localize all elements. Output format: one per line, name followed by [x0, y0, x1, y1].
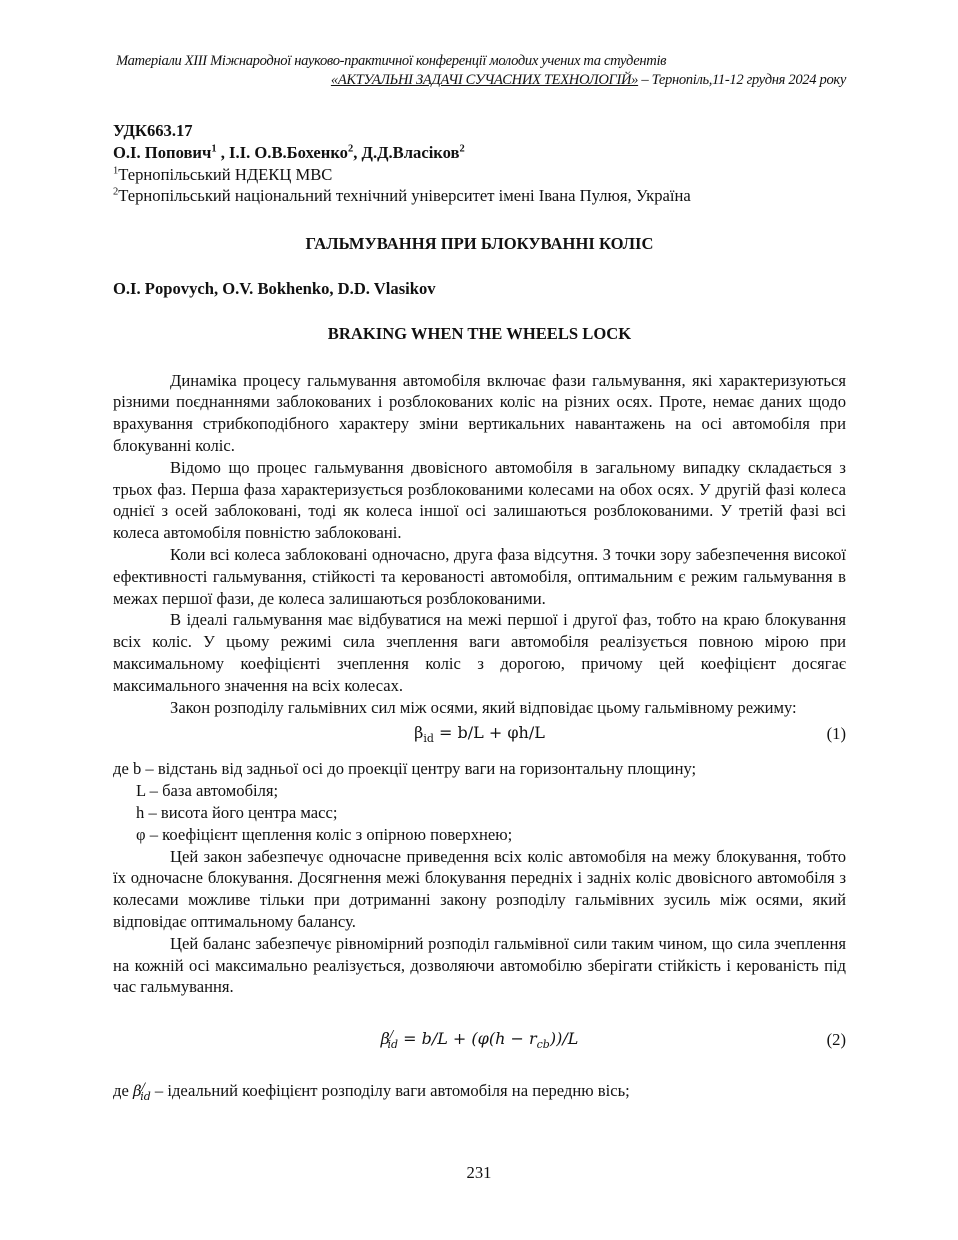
author-3: , Д.Д.Власіков	[353, 142, 460, 162]
paragraph-5: Закон розподілу гальмівних сил між осями, який відповідає цьому гальмівному режиму:	[170, 697, 797, 717]
paragraph-3: Коли всі колеса заблоковані одночасно, друга фаза відсутня. З точки зору забезпечення високої ефективності гальмування, стійкості та керованості автомобіля, оптимальним є режим гальмування в межах першої фази, де колеса залишаються розблокованими.	[113, 544, 846, 608]
author-2-affil: 2	[347, 143, 354, 155]
beta-symbol: $\beta^/_{id}$	[132, 1081, 151, 1104]
title-ua: ГАЛЬМУВАННЯ ПРИ БЛОКУВАННІ КОЛІС	[305, 234, 654, 254]
formula-2-expression: $\beta^/_{id} = b/L + (\varphi(h - r_{cb}))/L$	[380, 1028, 579, 1052]
header-conference-name: «АКТУАЛЬНІ ЗАДАЧІ СУЧАСНИХ ТЕХНОЛОГІЙ»	[330, 72, 639, 88]
author-1-affil: 1	[211, 143, 217, 155]
paragraph-1: Динаміка процесу гальмування автомобіля включає фази гальмування, які характеризуються різними поєднаннями заблокованих і розблокованих коліс на різних осях. Проте, немає даних щодо врахування стрибкоподібного характеру зміни вертикальних навантажень на осі автомобіля при блокуванні коліс.	[113, 370, 846, 455]
formula-1-number: (1)	[826, 724, 846, 744]
title-en: BRAKING WHEN THE WHEELS LOCK	[327, 323, 632, 343]
header-place-date: – Тернопіль,11-12 грудня 2024 року	[638, 72, 846, 88]
formula-2-number: (2)	[826, 1030, 846, 1050]
definition-h: h – висота його центра масс;	[136, 802, 338, 822]
author-3-affil: 2	[459, 143, 465, 155]
definition-b: де b – відстань від задньої осі до проекції центру ваги на горизонтальну площину;	[113, 759, 697, 779]
author-2: , І.І. О.В.Бохенко	[216, 142, 348, 162]
article-body	[113, 370, 846, 1108]
authors-ua	[113, 142, 846, 164]
paragraph-2: Відомо що процес гальмування двовісного автомобіля в загальному випадку складається з трьох фаз. Перша фаза характеризується розблокованими колесами на обох осях. У другій фазі колеса однієї з осей заблоковані, тоді як колеса іншої осі залишаються розблокованими. У третій фазі всі колеса автомобіля повністю заблоковані.	[113, 457, 846, 543]
article-meta	[113, 120, 846, 207]
definition-beta: де $\beta^/_{id}$ – ідеальний коефіцієнт розподілу ваги автомобіля на передню вісь;	[113, 1081, 630, 1104]
paragraph-6: Цей закон забезпечує одночасне приведення всіх коліс автомобіля на межу блокування, тобто їх одночасне блокування. Досягнення межі блокування передніх і задніх коліс двовісного автомобіля з колесами можливе тільки при дотриманні закону розподілу гальмівних зусиль між осями, який відповідає оптимальному балансу.	[113, 846, 846, 931]
page-number: 231	[466, 1163, 492, 1182]
authors-en: O.I. Popovych, O.V. Bokhenko, D.D. Vlasikov	[113, 278, 436, 298]
paragraph-7: Цей баланс забезпечує рівномірний розподіл гальмівної сили таким чином, що сила зчеплення на кожній осі максимально реалізується, дозволяючи автомобілю зберігати стійкість і керованість під час гальмування.	[113, 933, 846, 997]
paragraph-4: В ідеалі гальмування має відбуватися на межі першої і другої фаз, тобто на краю блокування всіх коліс. У цьому режимі сила зчеплення ваги автомобіля реалізується повною мірою при максимальному коефіцієнті зчеплення коліс з дорогою, причому цей коефіцієнт досягає максимального значення на всіх колесах.	[113, 610, 846, 695]
formula-2	[113, 1016, 846, 1062]
header-line-1: Матеріали XIII Міжнародної науково-практичної конференції молодих учених та студентів	[116, 53, 667, 69]
conference-header	[116, 52, 846, 90]
formula-1	[113, 720, 846, 750]
affiliation-1: $^1$Тернопільський НДЕКЦ МВС	[113, 164, 333, 184]
definition-L: L – база автомобіля;	[136, 781, 279, 801]
header-line-2	[116, 71, 846, 90]
author-1: О.І. Попович	[113, 142, 212, 162]
formula-1-expression: $\beta_{id} = b/L + \varphi h/L$	[414, 723, 545, 746]
page	[113, 52, 846, 1108]
definition-phi: φ – коефіцієнт щеплення коліс з опірною поверхнею;	[136, 824, 513, 844]
udk-code: УДК663.17	[113, 121, 193, 140]
affiliation-2: $^2$Тернопільський національний технічний університет імені Івана Пулюя, Україна	[113, 186, 691, 206]
